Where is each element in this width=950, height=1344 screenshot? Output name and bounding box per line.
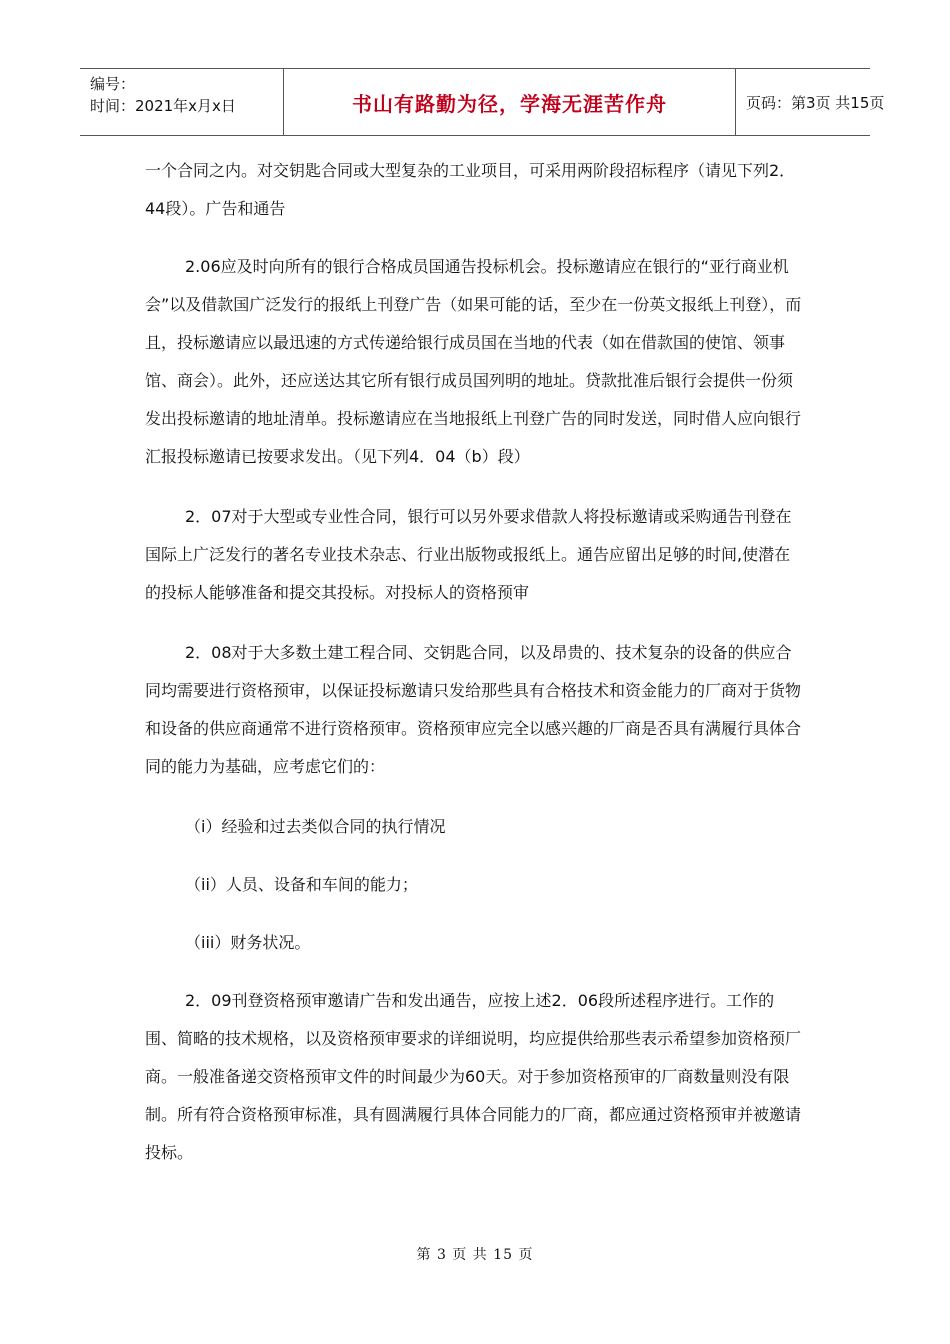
header-motto: 书山有路勤为径，学海无涯苦作舟 [352,91,667,116]
paragraph-2-09: 2．09刊登资格预审邀请广告和发出通告，应按上述2．06段所述程序进行。工作的围、简略的技术规格，以及资格预审要求的详细说明，均应提供给那些表示希望参加资格预厂商。一般准备递交资格预审文件的时间最少为60天。对于参加资格预审的厂商数量则没有限制。所有符合资格预审标准，具有圆满履行具体合同能力的厂商，都应通过资格预审并被邀请投标。 [145,991,802,1162]
document-number-label: 编号： [90,75,136,93]
paragraph-2-07: 2．07对于大型或专业性合同，银行可以另外要求借款人将投标邀请或采购通告刊登在国际上广泛发行的著名专业技术杂志、行业出版物或报纸上。通告应留出足够的时间,使潜在的投标人能够准备和提交其投标。对投标人的资格预审 [145,507,792,602]
page-header [80,68,885,136]
header-meta [80,69,283,135]
paragraph-2-08: 2．08对于大多数土建工程合同、交钥匙合同，以及昂贵的、技术复杂的设备的供应合同均需要进行资格预审，以保证投标邀请只发给那些具有合格技术和资金能力的厂商对于货物和设备的供应商通常不进行资格预审。资格预审应完全以感兴趣的厂商是否具有满履行具体合同的能力为基础，应考虑它们的： [145,643,802,776]
list-item-capacity: （ii）人员、设备和车间的能力； [185,875,418,894]
document-date: 时间：2021年x月x日 [90,97,236,115]
header-page-info: 页码：第3页 共15页 [746,93,885,112]
paragraph-continuation: 一个合同之内。对交钥匙合同或大型复杂的工业项目，可采用两阶段招标程序（请见下列2．44段）。广告和通告 [145,161,796,218]
header-motto-cell [283,69,736,135]
list-item-finance: （iii）财务状况。 [185,933,311,952]
paragraph-2-06: 2.06应及时向所有的银行合格成员国通告投标机会。投标邀请应在银行的“亚行商业机会”以及借款国广泛发行的报纸上刊登广告（如果可能的话，至少在一份英文报纸上刊登），而且，投标邀请应以最迅速的方式传递给银行成员国在当地的代表（如在借款国的使馆、领事馆、商会）。此外，还应送达其它所有银行成员国列明的地址。贷款批准后银行会提供一份须发出投标邀请的地址清单。投标邀请应在当地报纸上刊登广告的同时发送，同时借人应向银行汇报投标邀请已按要求发出。（见下列4．04（b）段） [145,257,802,466]
page-footer: 第 3 页 共 15 页 [416,1247,534,1263]
document-body [145,152,805,1194]
list-item-experience: （i）经验和过去类似合同的执行情况 [185,817,446,836]
